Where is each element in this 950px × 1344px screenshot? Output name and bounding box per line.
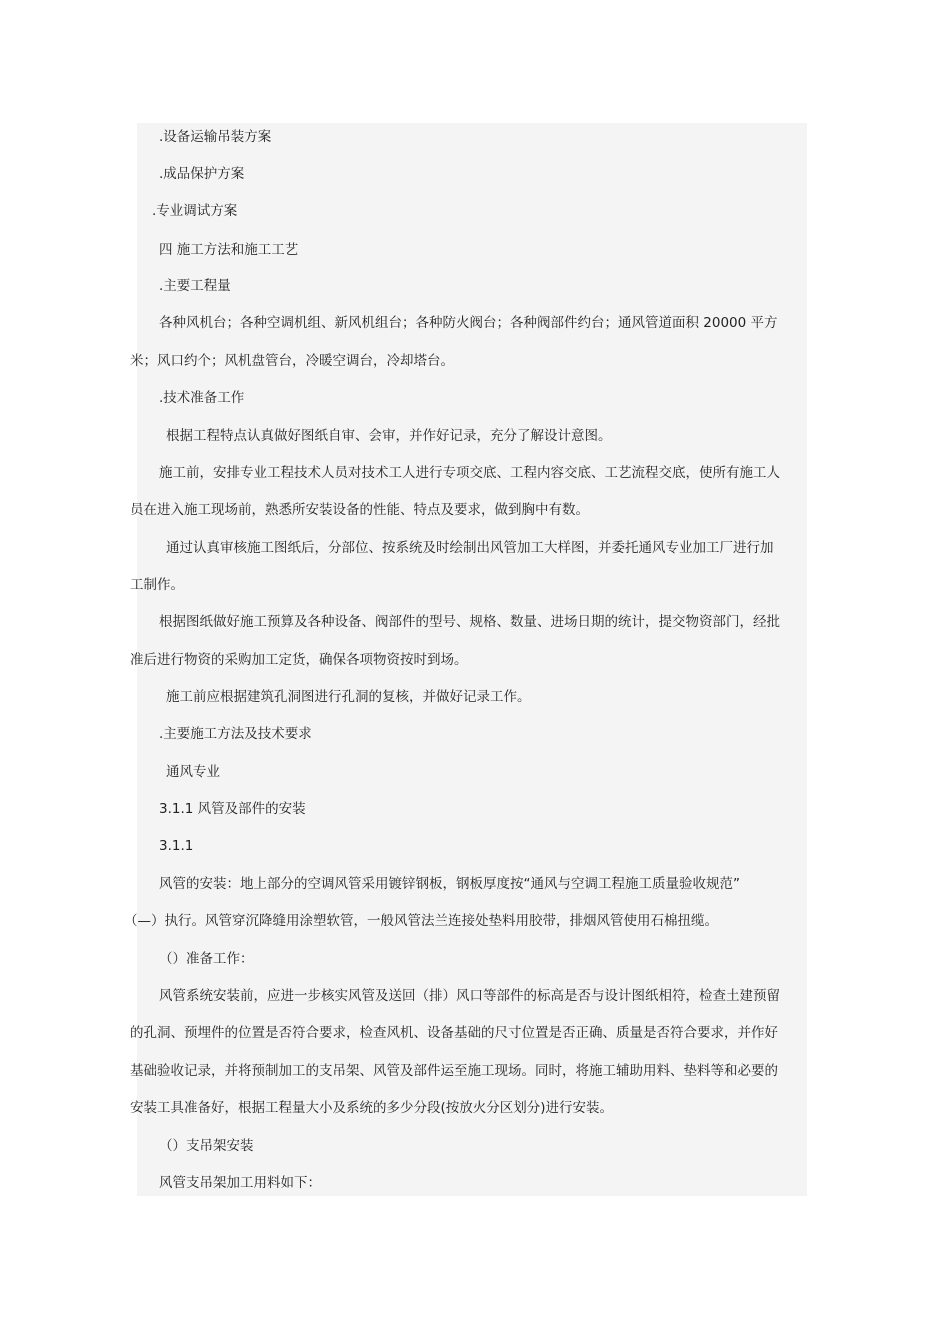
paragraph-line: 各种风机台；各种空调机组、新风机组台；各种防火阀台；各种阀部件约台；通风管道面积 20000 平方 (159, 315, 778, 331)
heading-main-quantities: .主要工程量 (159, 278, 231, 294)
paragraph-line: 施工前，安排专业工程技术人员对技术工人进行专项交底、工程内容交底、工艺流程交底，使所有施工人 (159, 465, 780, 481)
paragraph-line: 工制作。 (130, 577, 184, 593)
heading-commissioning-plan: .专业调试方案 (152, 203, 238, 219)
heading-technical-preparation: .技术准备工作 (159, 390, 245, 406)
paragraph-line: 米；风口约个；风机盘管台，冷暖空调台，冷却塔台。 (130, 353, 454, 369)
heading-main-methods: .主要施工方法及技术要求 (159, 726, 312, 742)
paragraph-line: 根据图纸做好施工预算及各种设备、阀部件的型号、规格、数量、进场日期的统计，提交物资部门，经批 (159, 614, 780, 630)
paragraph-line: 风管系统安装前，应进一步核实风管及送回（排）风口等部件的标高是否与设计图纸相符，检查土建预留 (159, 988, 780, 1004)
heading-equipment-hoisting-plan: .设备运输吊装方案 (159, 129, 272, 145)
heading-product-protection-plan: .成品保护方案 (159, 166, 245, 182)
subheading-ventilation: 通风专业 (166, 764, 220, 780)
paragraph-line: 准后进行物资的采购加工定货，确保各项物资按时到场。 (130, 652, 468, 668)
subheading-preparation: （）准备工作： (159, 951, 254, 967)
paragraph-line: 根据工程特点认真做好图纸自审、会审，并作好记录，充分了解设计意图。 (166, 428, 612, 444)
paragraph-line: 员在进入施工现场前，熟悉所安装设备的性能、特点及要求，做到胸中有数。 (130, 502, 589, 518)
paragraph-line: 基础验收记录，并将预制加工的支吊架、风管及部件运至施工现场。同时，将施工辅助用料、垫料等和必要的 (130, 1063, 778, 1079)
paragraph-line: 的孔洞、预埋件的位置是否符合要求，检查风机、设备基础的尺寸位置是否正确、质量是否符合要求，并作好 (130, 1025, 778, 1041)
subheading-duct-installation: 3.1.1 风管及部件的安装 (159, 801, 306, 817)
paragraph-line: 施工前应根据建筑孔洞图进行孔洞的复核，并做好记录工作。 (166, 689, 531, 705)
paragraph-line: 风管的安装：地上部分的空调风管采用镀锌钢板，钢板厚度按“通风与空调工程施工质量验收规范” (159, 876, 740, 892)
paragraph-line: （—）执行。风管穿沉降缝用涂塑软管，一般风管法兰连接处垫料用胶带，排烟风管使用石棉扭缆。 (124, 913, 718, 929)
paragraph-line: 通过认真审核施工图纸后，分部位、按系统及时绘制出风管加工大样图，并委托通风专业加工厂进行加 (166, 540, 774, 556)
paragraph-line: 安装工具准备好，根据工程量大小及系统的多少分段(按放火分区划分)进行安装。 (130, 1100, 614, 1116)
section-title-construction-methods: 四 施工方法和施工工艺 (159, 242, 299, 258)
section-number: 3.1.1 (159, 838, 194, 854)
paragraph-line: 风管支吊架加工用料如下： (159, 1175, 321, 1191)
subheading-hanger-installation: （）支吊架安装 (159, 1138, 254, 1154)
